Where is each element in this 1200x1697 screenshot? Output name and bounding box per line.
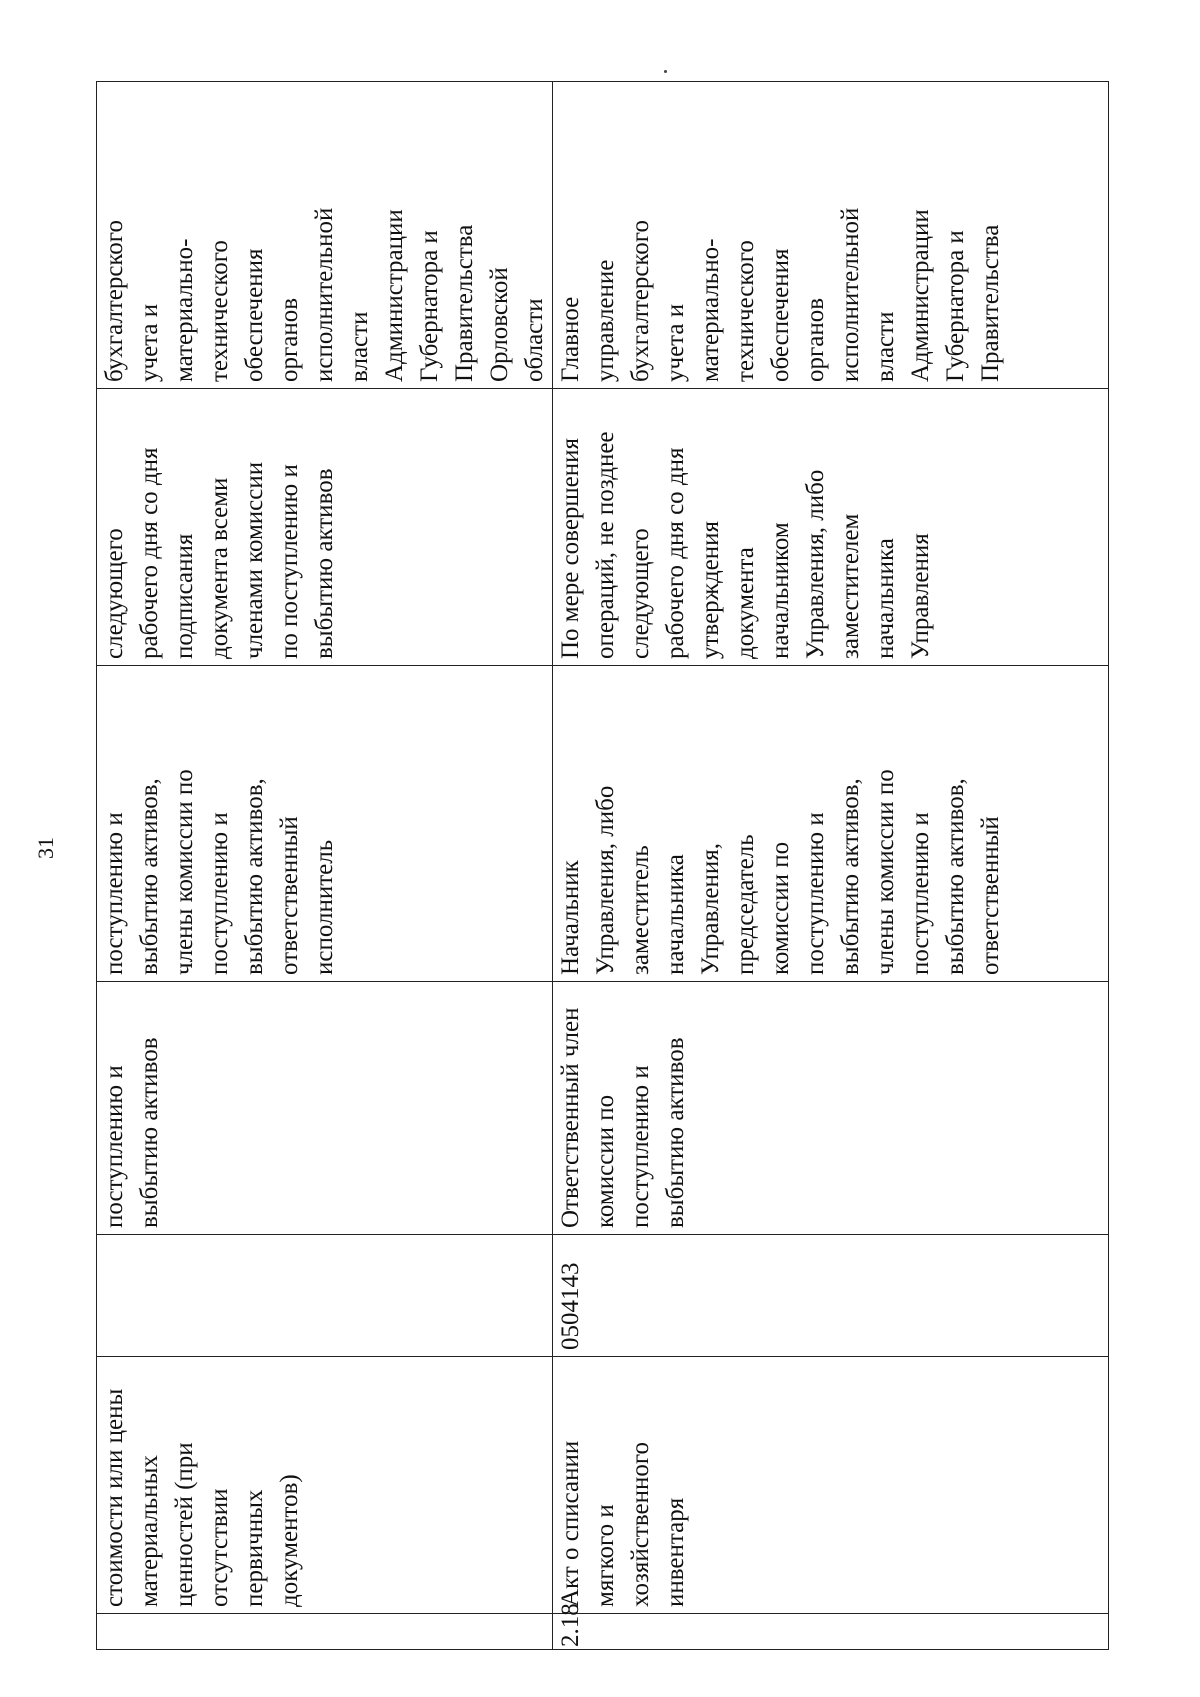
cell-form-code: [553, 1235, 1109, 1357]
cell-text-line: Правительства: [451, 224, 478, 382]
cell-text-line: Губернатора и: [942, 230, 969, 382]
cell-text-line: технического: [732, 240, 759, 382]
cell-text-line: выбытию активов,: [241, 778, 268, 975]
cell-compiler: [97, 982, 553, 1235]
cell-text-line: выбытию активов,: [136, 778, 163, 975]
cell-compiler: [553, 982, 1109, 1235]
cell-text-line: следующего: [101, 528, 128, 659]
cell-text-line: обеспечения: [241, 248, 268, 382]
cell-deadline: [553, 389, 1109, 666]
cell-text-line: Начальник: [557, 860, 584, 975]
cell-text-line: бухгалтерского: [101, 220, 128, 382]
cell-text-line: выбытию активов: [136, 1037, 163, 1228]
cell-text-line: материально-: [171, 238, 198, 382]
cell-text-line: выбытию активов: [662, 1037, 689, 1228]
cell-text-line: 2.18: [557, 1603, 584, 1647]
cell-text-line: области: [521, 298, 548, 382]
table-row: [97, 82, 553, 1650]
cell-text-line: бухгалтерского: [627, 220, 654, 382]
cell-text-line: следующего: [627, 528, 654, 659]
document-table: [96, 81, 1109, 1650]
cell-text-line: Правительства: [977, 224, 1004, 382]
cell-text-line: учета и: [662, 303, 689, 382]
cell-document-name: [553, 1357, 1109, 1614]
cell-form-code: [97, 1235, 553, 1357]
cell-text-line: документа: [732, 547, 759, 659]
cell-text-line: поступлению и: [206, 812, 233, 975]
cell-text-line: Главное: [557, 296, 584, 382]
cell-text-line: Администрации: [907, 209, 934, 382]
cell-text-line: Губернатора и: [416, 230, 443, 382]
cell-text-line: комиссии по: [592, 1094, 619, 1228]
cell-text-line: исполнительной: [837, 207, 864, 382]
cell-text-line: ценностей (при: [171, 1442, 198, 1607]
cell-deadline: [97, 389, 553, 666]
cell-text-line: поступлению и: [101, 812, 128, 975]
cell-text-line: документа всеми: [206, 477, 233, 659]
cell-text-line: членами комиссии: [241, 461, 268, 659]
cell-text-line: Ответственный член: [557, 1007, 584, 1228]
cell-text-line: начальника: [662, 854, 689, 975]
cell-text-line: органов: [802, 297, 829, 382]
cell-text-line: отсутствии: [206, 1488, 233, 1607]
cell-signers: [553, 666, 1109, 982]
cell-text-line: власти: [346, 311, 373, 382]
cell-text-line: стоимости или цены: [101, 1388, 128, 1607]
cell-text-line: утверждения: [697, 520, 724, 659]
cell-text-line: Управления: [907, 533, 934, 659]
cell-text-line: рабочего дня со дня: [136, 447, 163, 659]
cell-signers: [97, 666, 553, 982]
cell-text-line: учета и: [136, 303, 163, 382]
cell-text-line: инвентаря: [662, 1497, 689, 1607]
cell-text-line: мягкого и: [592, 1504, 619, 1607]
cell-text-line: начальником: [767, 522, 794, 659]
cell-text-line: материально-: [697, 238, 724, 382]
cell-text-line: Управления, либо: [802, 469, 829, 659]
cell-text-line: технического: [206, 240, 233, 382]
cell-text-line: поступлению и: [802, 812, 829, 975]
cell-text-line: исполнитель: [311, 839, 338, 975]
cell-text-line: заместителем: [837, 513, 864, 659]
cell-text-line: поступлению и: [907, 812, 934, 975]
cell-text-line: 0504143: [557, 1262, 584, 1350]
cell-text-line: Орловской: [486, 267, 513, 382]
cell-text-line: подписания: [171, 533, 198, 659]
cell-text-line: Управления, либо: [592, 785, 619, 975]
cell-text-line: ответственный: [276, 816, 303, 975]
cell-document-name: [97, 1357, 553, 1614]
cell-text-line: органов: [276, 297, 303, 382]
cell-text-line: комиссии по: [767, 841, 794, 975]
cell-text-line: власти: [872, 311, 899, 382]
cell-recipient: [553, 82, 1109, 389]
cell-text-line: ответственный: [977, 816, 1004, 975]
rotated-table-container: [96, 82, 1104, 1650]
cell-text-line: члены комиссии по: [171, 769, 198, 975]
cell-text-line: выбытию активов: [311, 468, 338, 659]
cell-text-line: хозяйственного: [627, 1442, 654, 1607]
scan-speck: [664, 70, 667, 73]
table-row: [553, 82, 1109, 1650]
cell-text-line: по поступлению и: [276, 464, 303, 659]
cell-text-line: выбытию активов,: [837, 778, 864, 975]
cell-text-line: Администрации: [381, 209, 408, 382]
cell-text-line: Акт о списании: [557, 1440, 584, 1607]
cell-text-line: документов): [276, 1474, 303, 1607]
cell-text-line: материальных: [136, 1455, 163, 1607]
cell-text-line: Управления,: [697, 842, 724, 975]
page-number: 31: [33, 837, 58, 859]
cell-text-line: члены комиссии по: [872, 769, 899, 975]
cell-text-line: обеспечения: [767, 248, 794, 382]
cell-text-line: исполнительной: [311, 207, 338, 382]
cell-text-line: рабочего дня со дня: [662, 447, 689, 659]
cell-text-line: поступлению и: [101, 1065, 128, 1228]
cell-text-line: выбытию активов,: [942, 778, 969, 975]
cell-number: [97, 1614, 553, 1650]
cell-text-line: операций, не позднее: [592, 431, 619, 659]
cell-text-line: заместитель: [627, 845, 654, 975]
cell-text-line: управление: [592, 259, 619, 382]
cell-text-line: председатель: [732, 834, 759, 975]
cell-text-line: начальника: [872, 538, 899, 659]
cell-recipient: [97, 82, 553, 389]
cell-text-line: По мере совершения: [557, 437, 584, 659]
cell-text-line: первичных: [241, 1489, 268, 1607]
cell-number: [553, 1603, 1109, 1650]
cell-text-line: поступлению и: [627, 1065, 654, 1228]
